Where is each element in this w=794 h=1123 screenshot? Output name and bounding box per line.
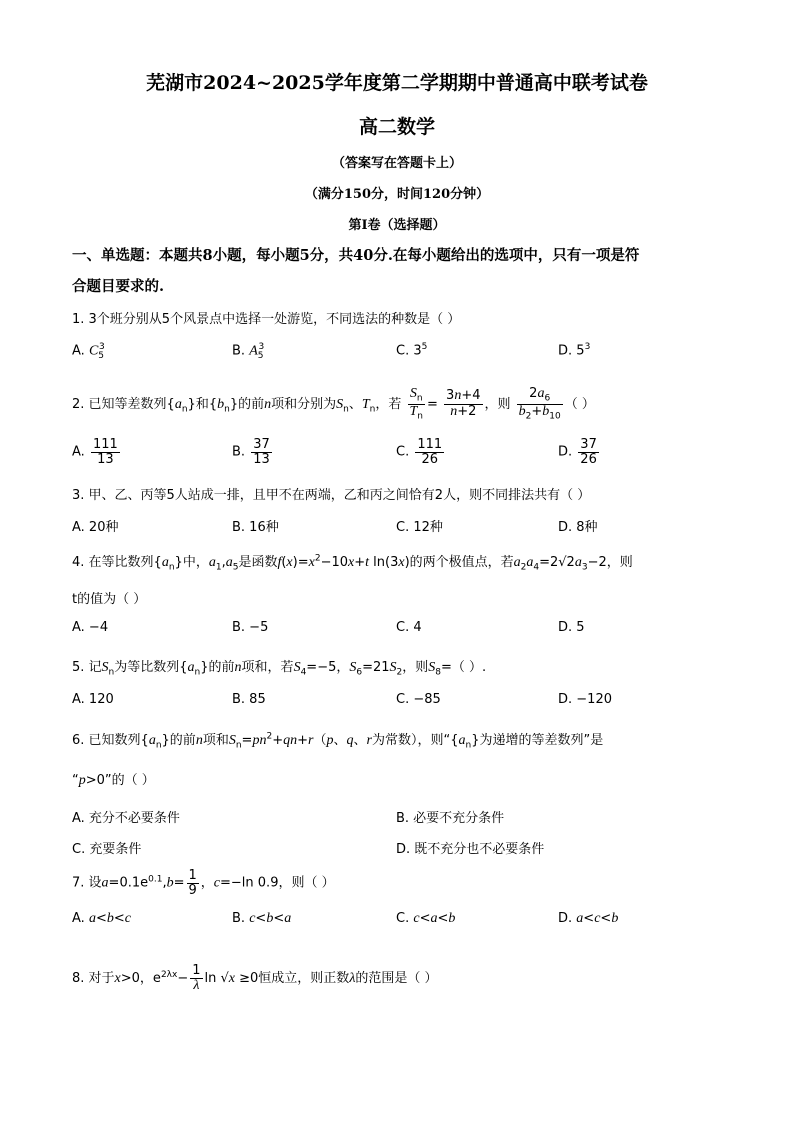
q5-option-c: C. −85 [396, 692, 441, 707]
section-heading-line2: 合题目要求的. [72, 278, 165, 295]
question-8: 8. 对于x>0，$e^{2\lambda x}-$ $\frac{1}{\lambda}$ ln √x ≥0恒成立，则正数λ的范围是（ ） [72, 963, 438, 993]
q4-option-d: D. 5 [558, 620, 585, 635]
question-1: 1. 3个班分别从5个风景点中选择一处游览，不同选法的种数是（ ） [72, 312, 461, 327]
q6-option-b: B. 必要不充分条件 [396, 811, 505, 826]
q6-option-c: C. 充要条件 [72, 842, 142, 857]
q5-option-d: D. −120 [558, 692, 612, 707]
q7-option-c: C. c<a<b [396, 911, 456, 926]
q1-option-a: A. $C_5^3$ [72, 342, 105, 361]
q7-option-b: B. c<b<a [232, 911, 292, 926]
q5-option-b: B. 85 [232, 692, 266, 707]
q4-option-b: B. −5 [232, 620, 269, 635]
question-6-line2: “p>0”的（ ） [72, 773, 155, 788]
question-4-line2: t的值为（ ） [72, 592, 147, 607]
q3-option-a: A. 20种 [72, 520, 119, 535]
q2-option-c: C. $\frac{111}{26}$ [396, 437, 443, 467]
q4-option-a: A. −4 [72, 620, 109, 635]
question-7: 7. 设$a=0.1e^{0.1},b=$ $\frac{1}{9}$ ，c=−ln 0.9，则（ ） [72, 868, 335, 898]
question-3: 3. 甲、乙、丙等5人站成一排，且甲不在两端，乙和丙之间恰有2人，则不同排法共有（ ） [72, 488, 591, 503]
q1-option-c: C. $3^5$ [396, 342, 428, 359]
q7-option-a: A. a<b<c [72, 911, 131, 926]
answer-note: （答案写在答题卡上） [331, 156, 462, 171]
q3-option-b: B. 16种 [232, 520, 279, 535]
section-heading-line1: 一、单选题：本题共8小题，每小题5分，共40分.在每小题给出的选项中，只有一项是符 [72, 247, 640, 264]
question-5: 5. 记$S_n$为等比数列$\{a_n\}$的前n项和，若$S_4=-5$，$S_6=21S_2$，则$S_8=$（ ）. [72, 660, 487, 678]
exam-subject: 高二数学 [358, 116, 435, 138]
q3-option-d: D. 8种 [558, 520, 598, 535]
question-6: 6. 已知数列$\{a_n\}$的前n项和$S_n=pn^2+qn+r(p$、q、r为常数），则“$\{a_n\}$为递增的等差数列”是 [72, 731, 604, 751]
q4-option-c: C. 4 [396, 620, 422, 635]
q1-option-b: B. $A_5^3$ [232, 342, 265, 361]
q1-option-d: D. $5^3$ [558, 342, 591, 359]
q7-option-d: D. a<c<b [558, 911, 619, 926]
q3-option-c: C. 12种 [396, 520, 443, 535]
q6-option-a: A. 充分不必要条件 [72, 811, 180, 826]
q2-option-d: D. $\frac{37}{26}$ [558, 437, 597, 467]
q2-option-b: B. $\frac{37}{13}$ [232, 437, 270, 467]
exam-title: 芜湖市2024~2025学年度第二学期期中普通高中联考试卷 [146, 72, 648, 94]
q2-option-a: A. $\frac{111}{13}$ [72, 437, 118, 467]
question-2: 2. 已知等差数列$\{a_n\}$和$\{b_n\}$的前n项和分别为$S_n$、$T_n$，若 $\frac{S_n}{T_n}$ = $\frac{3n+4}{n+2}$ ，则 $\frac{2a_6}{b_2+b_{10}}$ （ ） [72, 386, 595, 422]
part-title: 第Ⅰ卷（选择题） [348, 218, 446, 233]
score-time-note: （满分150分，时间120分钟） [304, 187, 490, 202]
question-4: 4. 在等比数列$\{a_n\}$中，$a_1,a_5$是函数$f(x)=x^2-10x+t$ ln(3x)的两个极值点，若$a_2a_4=2√2a_3-2$，则 [72, 553, 633, 573]
q6-option-d: D. 既不充分也不必要条件 [396, 842, 545, 857]
q5-option-a: A. 120 [72, 692, 114, 707]
